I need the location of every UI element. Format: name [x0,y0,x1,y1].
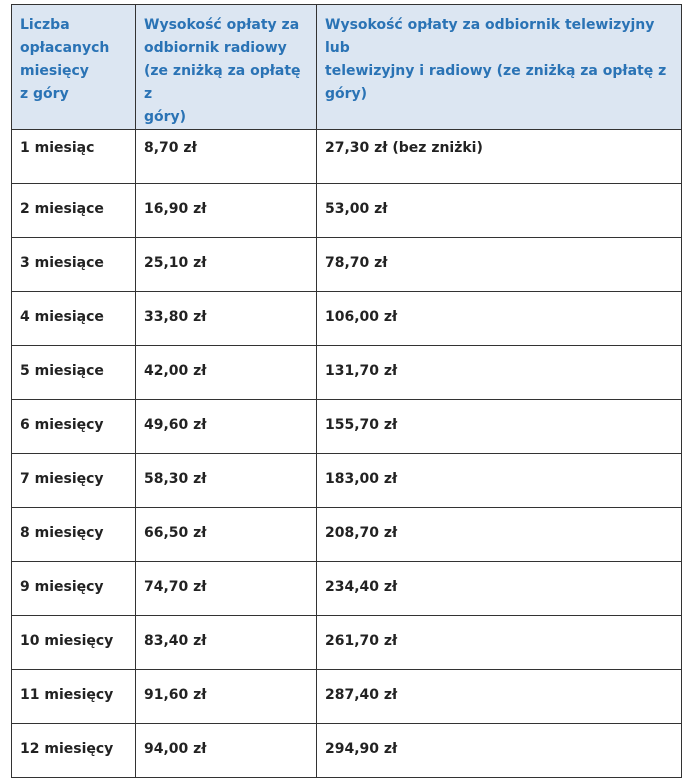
table-row [12,724,682,778]
header-line: Liczba [20,17,70,33]
header-line: opłacanych [20,40,110,56]
cell-months: 12 miesięcy [12,724,136,778]
cell-radio-fee: 66,50 zł [136,508,317,562]
cell-tv-fee: 208,70 zł [317,508,682,562]
table-row [12,346,682,400]
cell-months: 1 miesiąc [12,130,136,184]
table-row [12,130,682,184]
cell-radio-fee: 91,60 zł [136,670,317,724]
table-row [12,562,682,616]
cell-tv-fee: 53,00 zł [317,184,682,238]
cell-months: 2 miesiące [12,184,136,238]
header-line: Wysokość opłaty za [144,17,300,33]
header-radio-fee [136,5,317,130]
header-line: Wysokość opłaty za odbiornik telewizyjny lub [325,17,655,56]
header-tv-fee [317,5,682,130]
cell-tv-fee: 183,00 zł [317,454,682,508]
table-row [12,454,682,508]
header-line: telewizyjny i radiowy (ze zniżką za opłatę z [325,63,667,79]
cell-tv-fee: 155,70 zł [317,400,682,454]
table-row [12,670,682,724]
table-row [12,292,682,346]
cell-months: 10 miesięcy [12,616,136,670]
cell-tv-fee: 294,90 zł [317,724,682,778]
header-line: (ze zniżką za opłatę z [144,63,301,102]
table-row [12,184,682,238]
cell-radio-fee: 94,00 zł [136,724,317,778]
cell-tv-fee: 78,70 zł [317,238,682,292]
cell-radio-fee: 58,30 zł [136,454,317,508]
cell-months: 4 miesiące [12,292,136,346]
cell-months: 11 miesięcy [12,670,136,724]
cell-radio-fee: 16,90 zł [136,184,317,238]
table-row [12,400,682,454]
cell-radio-fee: 8,70 zł [136,130,317,184]
table-header [12,5,682,130]
cell-tv-fee: 131,70 zł [317,346,682,400]
cell-months: 8 miesięcy [12,508,136,562]
header-line: góry) [144,109,187,125]
cell-months: 6 miesięcy [12,400,136,454]
cell-radio-fee: 83,40 zł [136,616,317,670]
cell-tv-fee: 287,40 zł [317,670,682,724]
table-body [12,130,682,778]
fee-table [11,4,682,778]
cell-tv-fee: 27,30 zł (bez zniżki) [317,130,682,184]
header-line: odbiornik radiowy [144,40,287,56]
cell-tv-fee: 261,70 zł [317,616,682,670]
cell-months: 3 miesiące [12,238,136,292]
header-months [12,5,136,130]
cell-radio-fee: 25,10 zł [136,238,317,292]
cell-months: 7 miesięcy [12,454,136,508]
header-line: miesięcy [20,63,89,79]
cell-radio-fee: 42,00 zł [136,346,317,400]
table-row [12,508,682,562]
header-line: góry) [325,86,368,102]
header-row [12,5,682,130]
cell-radio-fee: 74,70 zł [136,562,317,616]
header-line: z góry [20,86,69,102]
cell-radio-fee: 33,80 zł [136,292,317,346]
cell-months: 9 miesięcy [12,562,136,616]
cell-tv-fee: 234,40 zł [317,562,682,616]
table-row [12,616,682,670]
table-row [12,238,682,292]
cell-months: 5 miesiące [12,346,136,400]
cell-radio-fee: 49,60 zł [136,400,317,454]
cell-tv-fee: 106,00 zł [317,292,682,346]
